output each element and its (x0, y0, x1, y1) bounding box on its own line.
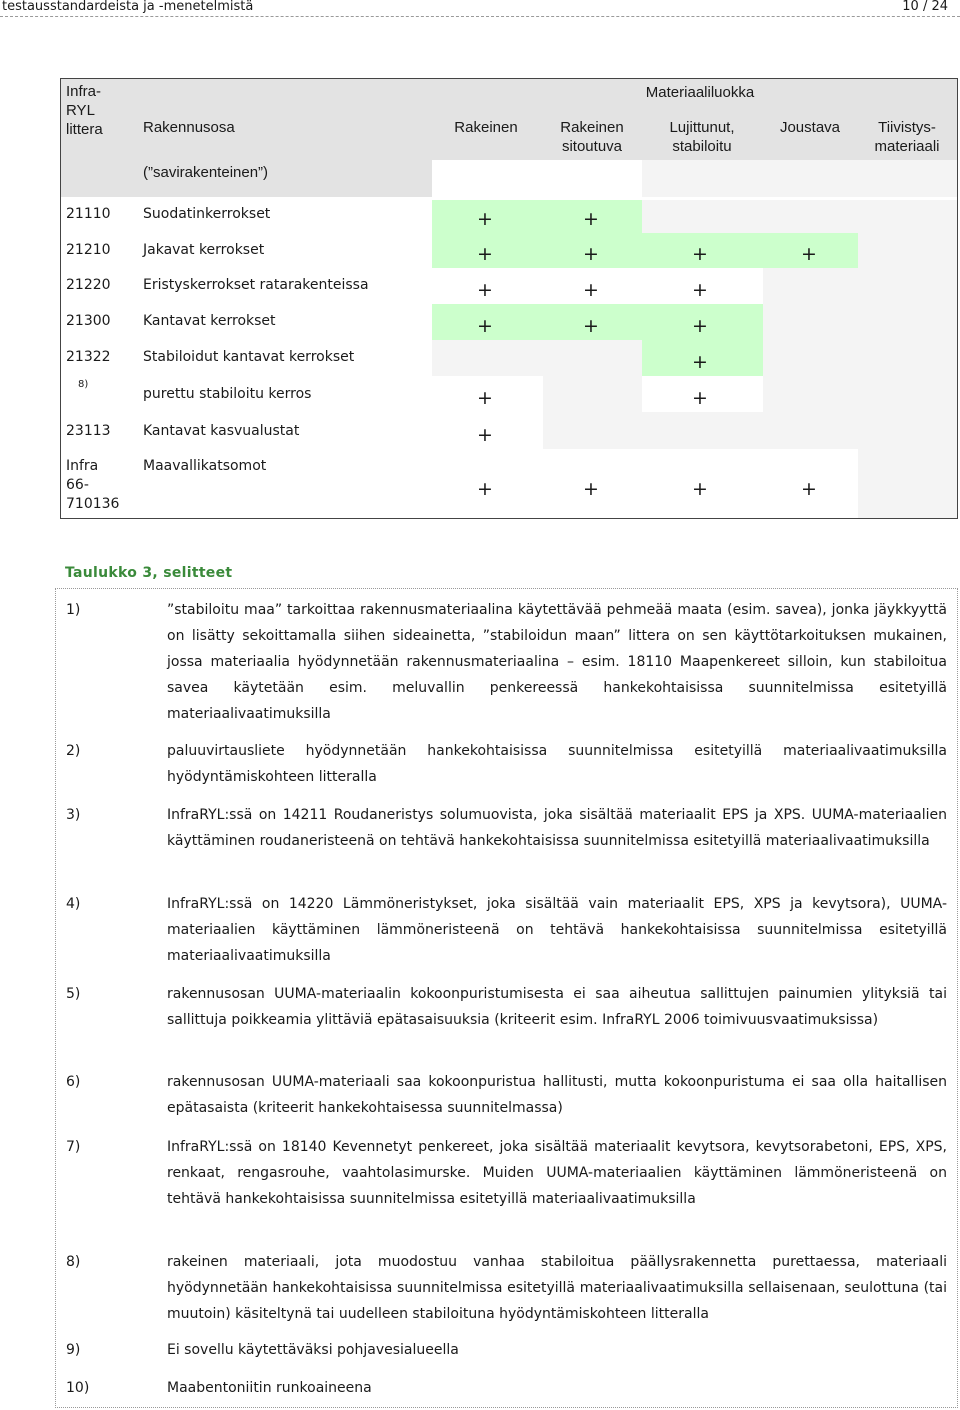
mark-plus: + (477, 279, 493, 301)
note-number: 5) (66, 986, 81, 1002)
note-text: ”stabiloitu maa” tarkoittaa rakennusmateriaalina käytettävää pehmeää maata (esim. savea), jonka jäykkyyttä on lisätty sekoittamalla siihen sideainetta, ”stabiloidun maan” littera on sen käyttötarkoituksen mukainen, jossa materiaalia hyödynnetään rakennusmateriaalina – esim. 18110 Maapenkereet silloin, kun stabiloitua savea käytetään esim. meluvallin penkereessä hankekohtaisissa suunnitelmissa esitetyillä materiaalivaatimuksilla (167, 602, 947, 722)
mark-plus: + (477, 478, 493, 500)
note-text: Maabentoniitin runkoaineena (167, 1380, 372, 1396)
note-number: 8) (66, 1254, 81, 1270)
mark-plus: + (583, 208, 599, 230)
mark-plus: + (477, 208, 493, 230)
mark-plus: + (477, 387, 493, 409)
row-code: Infra 66- 710136 (66, 458, 120, 512)
class-header-joustava: Joustava (779, 119, 841, 136)
page-header (0, 0, 960, 16)
row-name: Kantavat kerrokset (143, 313, 276, 329)
row-code: 23113 (66, 423, 111, 439)
row-code: 21220 (66, 277, 111, 293)
row-name: Jakavat kerrokset (143, 242, 265, 258)
row-footnote-ref: 8) (78, 379, 89, 390)
class-header-tiivistysmateriaali: Tiivistys- materiaali (874, 119, 940, 155)
mark-plus: + (692, 279, 708, 301)
col-header-rakennusosa-sub: (”savirakenteinen”) (143, 164, 269, 181)
mark-plus: + (477, 315, 493, 337)
mark-plus: + (801, 478, 817, 500)
mark-plus: + (477, 424, 493, 446)
class-header-rakeinen-sitoutuva: Rakeinen sitoutuva (560, 119, 624, 155)
header-divider (0, 16, 960, 17)
row-name: Maavallikatsomot (143, 458, 267, 474)
class-header-rakeinen: Rakeinen (454, 119, 518, 136)
mark-plus: + (583, 243, 599, 265)
row-name: Kantavat kasvualustat (143, 423, 300, 439)
note-number: 7) (66, 1139, 81, 1155)
page-number: 10 / 24 (902, 0, 948, 14)
mark-plus: + (692, 243, 708, 265)
note-number: 10) (66, 1380, 90, 1396)
note-text: InfraRYL:ssä on 14220 Lämmöneristykset, joka sisältää vain materiaalit EPS, XPS ja kevytsora), UUMA-materiaalien käyttäminen lämmöneristeenä on tehtävä hankekohtaisissa suunnitelmissa esitetyillä materiaalivaatimuksilla (167, 896, 947, 964)
note-text: InfraRYL:ssä on 14211 Roudaneristys solumuovista, joka sisältää materiaalit EPS ja XPS. UUMA-materiaalien käyttäminen roudaneristeenä on tehtävä hankekohtaisissa suunnitelmissa esitetyillä materiaalivaatimuksilla (167, 807, 947, 849)
table-caption: Taulukko 3, selitteet (65, 565, 233, 581)
note-text: rakennusosan UUMA-materiaali saa kokoonpuristua hallitusti, mutta kokoonpuristuma ei saa olla haitallisen epätasaista (kriteerit hankekohtaisessa suunnitelmassa) (167, 1074, 947, 1116)
col-header-rakennusosa: Rakennusosa (143, 119, 235, 136)
note-text: rakennusosan UUMA-materiaalin kokoonpuristumisesta ei saa aiheutua sallittujen painumien ylityksiä tai sallittuja poikkeamia ylittäviä epätasaisuuksia (kriteerit esim. InfraRYL 2006 toimivuusvaatimuksissa) (167, 986, 947, 1028)
col-header-littera: Infra- RYL littera (66, 83, 103, 138)
row-code: 21300 (66, 313, 111, 329)
note-text: Ei sovellu käytettäväksi pohjavesialueella (167, 1342, 459, 1358)
mark-plus: + (692, 315, 708, 337)
row-code: 21210 (66, 242, 111, 258)
note-number: 6) (66, 1074, 81, 1090)
mark-plus: + (477, 243, 493, 265)
mark-plus: + (801, 243, 817, 265)
note-number: 2) (66, 743, 81, 759)
mark-plus: + (583, 315, 599, 337)
note-text: paluuvirtausliete hyödynnetään hankekohtaisissa suunnitelmissa esitetyillä materiaalivaatimuksilla hyödyntämiskohteen litteralla (167, 743, 947, 785)
note-number: 9) (66, 1342, 81, 1358)
mark-plus: + (583, 478, 599, 500)
row-code: 21322 (66, 349, 111, 365)
table-border (60, 78, 958, 519)
mark-plus: + (583, 279, 599, 301)
row-name: Stabiloidut kantavat kerrokset (143, 349, 355, 365)
note-number: 4) (66, 896, 81, 912)
mark-plus: + (692, 351, 708, 373)
mark-plus: + (692, 387, 708, 409)
class-header-lujittunut: Lujittunut, stabiloitu (669, 119, 735, 155)
note-text: rakeinen materiaali, jota muodostuu vanhaa stabiloitua päällysrakennetta purettaessa, materiaali hyödynnetään hankekohtaisissa suunnitelmissa esitetyillä materiaalivaatimuksilla sellaisenaan, seulottuna (tai muutoin) käsiteltynä tai uudelleen stabiloituna hyödyntämiskohteen litteralla (167, 1254, 947, 1322)
mark-plus: + (692, 478, 708, 500)
note-number: 3) (66, 807, 81, 823)
row-code: 21110 (66, 206, 111, 222)
note-text: InfraRYL:ssä on 18140 Kevennetyt penkereet, joka sisältää materiaalit kevytsora, kevytsorabetoni, EPS, XPS, renkaat, rengasrouhe, vaahtolasimurske. Muiden UUMA-materiaalien käyttäminen lämmöneristeenä on tehtävä hankekohtaisissa suunnitelmissa esitetyillä materiaalivaatimuksilla (167, 1139, 947, 1207)
row-name: Eristyskerrokset ratarakenteissa (143, 277, 369, 293)
document-title: testausstandardeista ja -menetelmistä (2, 0, 254, 14)
row-name: Suodatinkerrokset (143, 206, 271, 222)
group-header-materiaaliluokka: Materiaaliluokka (645, 84, 755, 101)
row-name: purettu stabiloitu kerros (143, 386, 312, 402)
note-number: 1) (66, 602, 81, 618)
